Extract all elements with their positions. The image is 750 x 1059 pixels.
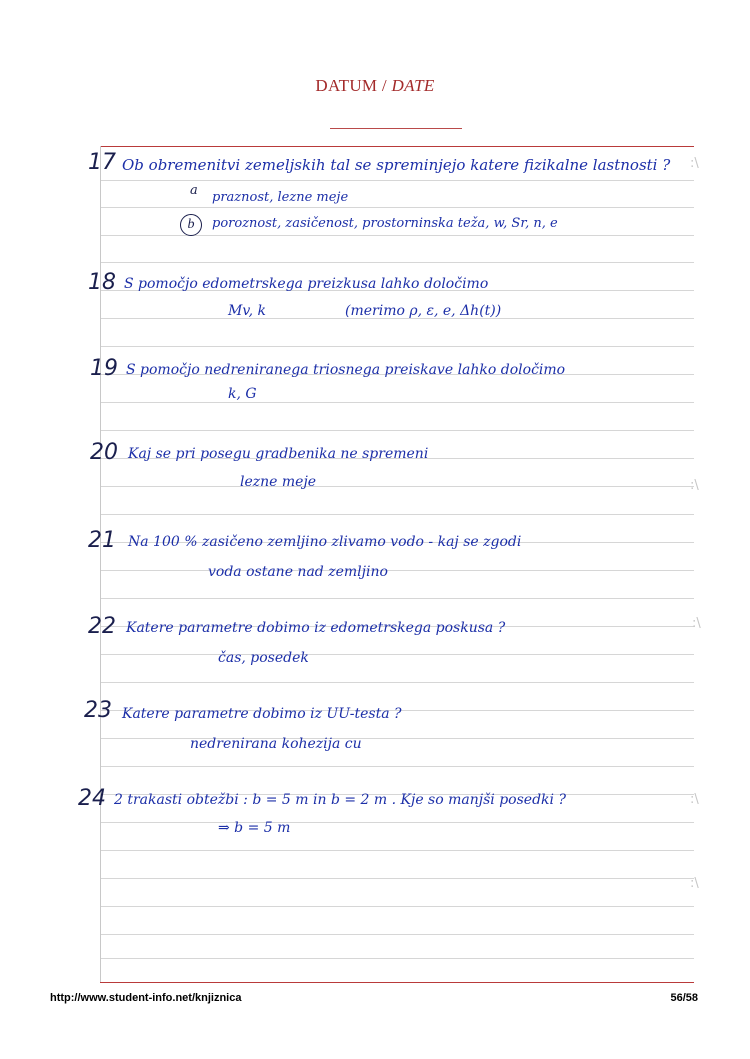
answer-note: (merimo ρ, ε, e, Δh(t))	[345, 303, 502, 319]
question-text: Ob obremenitvi zemeljskih tal se spreminjejo katere fizikalne lastnosti ?	[122, 156, 671, 174]
question-text: 2 trakasti obtežbi : b = 5 m in b = 2 m . Kje so manjši posedki ?	[114, 792, 566, 808]
ruled-line	[100, 486, 694, 487]
footer-url[interactable]: http://www.student-info.net/knjiznica	[50, 992, 242, 1004]
bottom-rule	[100, 982, 694, 983]
header-date-en: DATE	[391, 76, 435, 95]
ruled-line	[100, 262, 694, 263]
bleed-through-mark: :\	[690, 792, 699, 807]
footer-page-number: 56/58	[670, 992, 698, 1004]
ruled-line	[100, 570, 694, 571]
answer-text: poroznost, zasičenost, prostorninska teža, w, Sr, n, e	[212, 216, 558, 231]
ruled-line	[100, 878, 694, 879]
ruled-line	[100, 906, 694, 907]
question-number: 22	[88, 614, 116, 639]
ruled-line	[100, 598, 694, 599]
question-text: S pomočjo nedreniranega triosnega preiskave lahko določimo	[126, 362, 566, 378]
bleed-through-mark: :\	[690, 156, 699, 171]
question-number: 23	[84, 698, 112, 723]
question-number: 21	[88, 528, 116, 553]
bleed-through-mark: :\	[692, 616, 701, 631]
page-header	[0, 76, 750, 96]
ruled-line	[100, 207, 694, 208]
ruled-line	[100, 346, 694, 347]
ruled-line	[100, 430, 694, 431]
header-rule	[330, 128, 462, 129]
answer-text: čas, posedek	[218, 650, 309, 666]
header-date-sl: DATUM	[315, 76, 378, 95]
bleed-through-mark: :\	[690, 478, 699, 493]
header-slash: /	[381, 76, 387, 95]
question-text: Kaj se pri posegu gradbenika ne spremeni	[128, 446, 429, 462]
answer-text: nedrenirana kohezija cu	[190, 736, 362, 752]
ruled-line	[100, 850, 694, 851]
ruled-line	[100, 180, 694, 181]
question-number: 19	[90, 356, 118, 381]
ruled-line	[100, 958, 694, 959]
ruled-line	[100, 822, 694, 823]
top-rule	[100, 146, 694, 147]
option-letter: a	[190, 183, 198, 198]
answer-text: voda ostane nad zemljino	[208, 564, 388, 580]
question-number: 17	[88, 150, 116, 175]
ruled-line	[100, 654, 694, 655]
answer-text: praznost, lezne meje	[212, 190, 349, 205]
question-text: S pomočjo edometrskega preizkusa lahko določimo	[124, 276, 489, 292]
ruled-line	[100, 402, 694, 403]
answer-text: k, G	[228, 386, 257, 402]
question-text: Katere parametre dobimo iz UU-testa ?	[122, 706, 402, 722]
question-number: 18	[88, 270, 116, 295]
ruled-line	[100, 766, 694, 767]
answer-text: ⇒ b = 5 m	[218, 820, 291, 836]
option-letter-circled: b	[180, 214, 202, 236]
question-text: Na 100 % zasičeno zemljino zlivamo vodo - kaj se zgodi	[128, 534, 522, 550]
bleed-through-mark: :\	[690, 876, 699, 891]
answer-text: Mv, k	[228, 303, 266, 319]
question-text: Katere parametre dobimo iz edometrskega poskusa ?	[126, 620, 506, 636]
question-number: 24	[78, 786, 106, 811]
ruled-line	[100, 934, 694, 935]
option-circle	[180, 214, 202, 236]
ruled-line	[100, 514, 694, 515]
question-number: 20	[90, 440, 118, 465]
ruled-line	[100, 682, 694, 683]
answer-text: lezne meje	[240, 474, 317, 490]
